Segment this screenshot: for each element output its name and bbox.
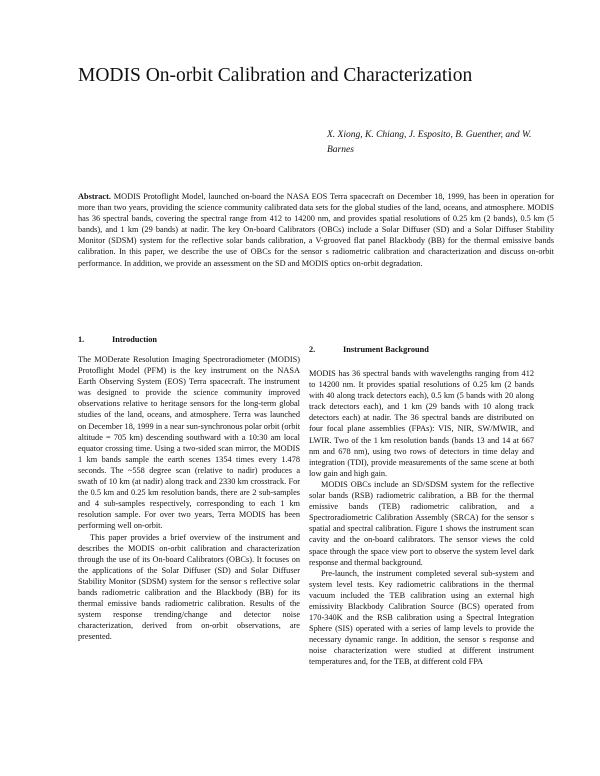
section-number: 1. [78,335,85,344]
paragraph: MODIS OBCs include an SD/SDSM system for the reflective solar bands (RSB) radiometric calibration, a BB for the thermal emissive bands (TEB) radiometric calibration, and a Spectroradiometric Calibration Assembly (SRCA) for the sensor s spatial and spectral calibration. Figure 1 shows the instrument scan cavity and the on-board calibrators. The sensor views the cold space through the space view port to observe the system level dark response and thermal background. [309,479,534,567]
abstract [78,191,554,269]
section-number: 2. [309,345,316,354]
paper-title: MODIS On-orbit Calibration and Characterization [78,65,473,86]
section-title: Introduction [112,335,158,344]
author-list: X. Xiong, K. Chiang, J. Esposito, B. Guenther, and W. Barnes [327,130,532,155]
section-title: Instrument Background [343,345,429,354]
abstract-text: MODIS Protoflight Model, launched on-board the NASA EOS Terra spacecraft on December 18, 1999, has been in operation for more than two years, providing the science community calibrated data sets for the global studies of the land, oceans, and atmosphere. MODIS has 36 spectral bands, covering the spectral range from 412 to 14200 nm, and provides spatial resolutions of 0.25 km (2 bands), 0.5 km (5 bands), and 1 km (29 bands) at nadir. The key On-board Calibrators (OBCs) include a Solar Diffuser (SD) and a Solar Diffuser Stability Monitor (SDSM) system for the reflective solar bands calibration, a V-grooved flat panel Blackbody (BB) for the thermal emissive bands calibration. In this paper, we describe the use of OBCs for the sensor s radiometric calibration and characterization and discuss on-orbit performance. In addition, we provide an assessment on the SD and MODIS optics on-orbit degradation. [78,192,555,268]
paragraph: The MODerate Resolution Imaging Spectroradiometer (MODIS) Protoflight Model (PFM) is the key instrument on the NASA Earth Observing System (EOS) Terra spacecraft. The instrument was designed to provide the science community improved observations relative to heritage sensors for the long-term global studies of the land, oceans, and atmosphere. Terra was launched on December 18, 1999 in a near sun-synchronous polar orbit (orbit altitude = 705 km) descending southward with a 10:30 am local equator crossing time. Using a two-sided scan mirror, the MODIS 1 km bands sample the earth scenes 1354 times every 1.478 seconds. The ~558 degree scan (relative to nadir) produces a swath of 10 km (at nadir) along track and 2330 km crosstrack. For the 0.5 km and 0.25 km resolution bands, there are 2 sub-samples and 4 sub-samples respectively, corresponding to each 1 km resolution sample. For over two years, Terra MODIS has been performing well on-orbit. [78,355,300,531]
paragraph: MODIS has 36 spectral bands with wavelengths ranging from 412 to 14200 nm. It provides spatial resolutions of 0.25 km (2 bands with 40 along track detectors each), 0.5 km (5 bands with 20 along track detectors each), and 1 km (29 bands with 10 along track detectors each) at nadir. The 36 spectral bands are distributed on four focal plane assemblies (FPAs): VIS, NIR, SW/MWIR, and LWIR. Two of the 1 km resolution bands (bands 13 and 14 at 667 nm and 678 nm), using two rows of detectors in time delay and integration (TDI), provide measurements of the same scene at both low gain and high gain. [309,369,534,478]
paragraph: Pre-launch, the instrument completed several sub-system and system level tests. Key radiometric calibrations in the thermal vacuum included the TEB calibration using an external high emissivity Blackbody Calibration Source (BCS) operated from 170-340K and the RSB calibration using a Spectral Integration Sphere (SIS) operated with a series of lamp levels to provide the necessary dynamic range. In addition, the sensor s response and noise characterization were studied at different instrument temperatures and, for the TEB, at different cold FPA [309,568,534,667]
section-heading-introduction [78,334,157,345]
paragraph: This paper provides a brief overview of the instrument and describes the MODIS on-orbit calibration and characterization through the use of its On-board Calibrators (OBCs). It focuses on the applications of the Solar Diffuser (SD) and Solar Diffuser Stability Monitor (SDSM) system for the sensor s reflective solar bands radiometric calibration and the Blackbody (BB) for its thermal emissive bands radiometric calibration. Results of the system response trending/change and detector noise characterization, derived from on-orbit observations, are presented. [78,532,300,642]
section-heading-instrument-background [309,344,429,355]
introduction-column [78,354,300,642]
instrument-background-column [309,368,534,668]
abstract-label: Abstract. [78,192,111,201]
